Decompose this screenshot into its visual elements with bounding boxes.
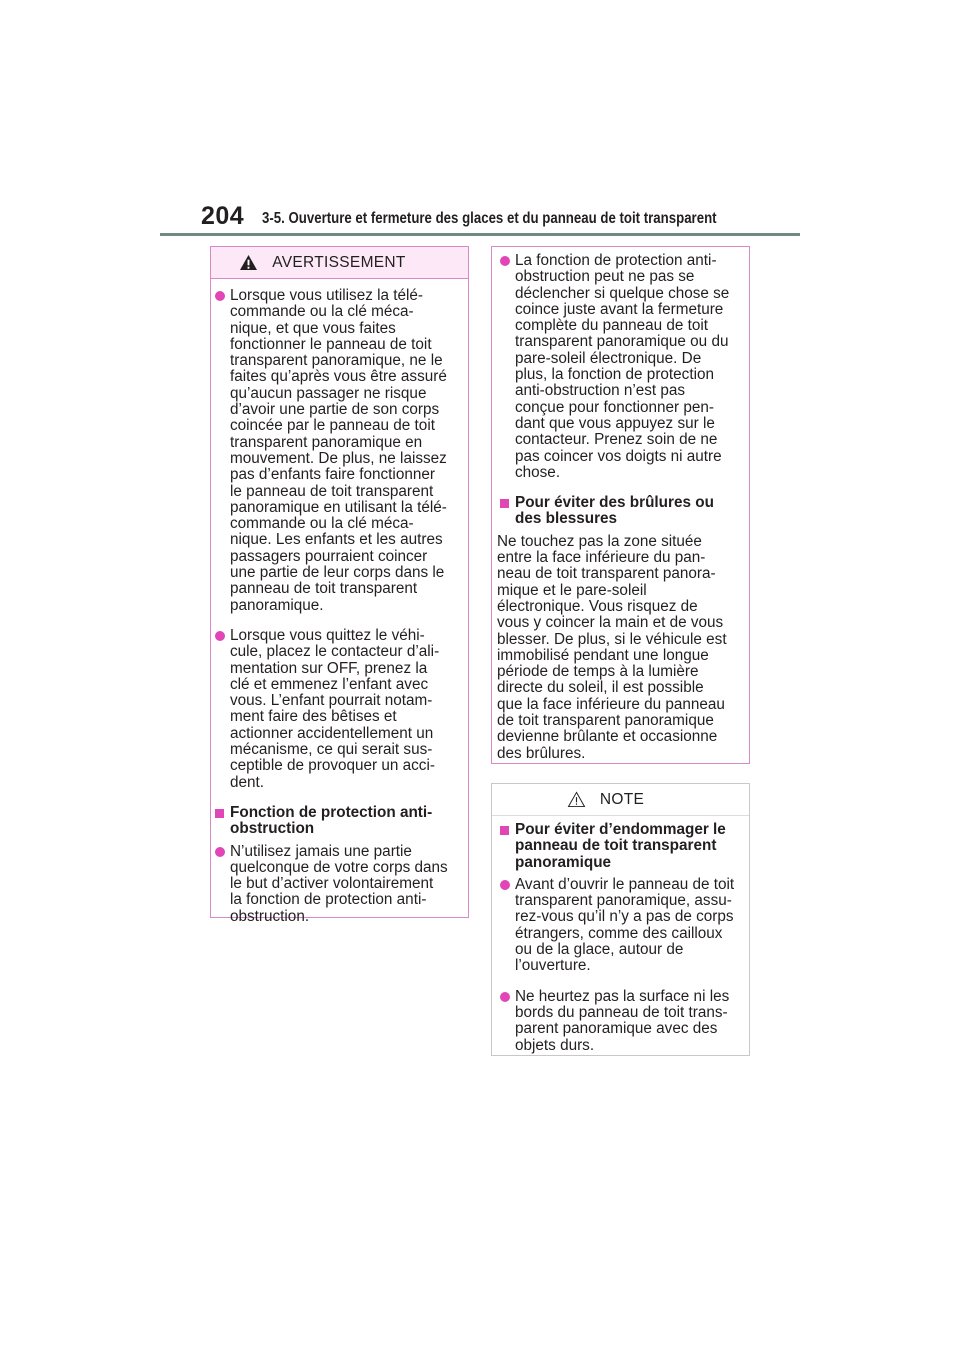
bullet-icon [215, 291, 225, 301]
note-item-1: Avant d’ouvrir le panneau de toit transparent panoramique, assu- rez-vous qu’il n’y a pas de corps étrangers, comme des cailloux ou de la glace, autour de l’ouverture. [497, 877, 743, 975]
note-title: NOTE [599, 790, 645, 808]
square-bullet-icon [500, 499, 509, 508]
square-bullet-icon [215, 809, 224, 818]
note-item-2: Ne heurtez pas la surface ni les bords du panneau de toit trans- parent panoramique avec des objets durs. [497, 989, 743, 1054]
caution-outline-icon [567, 791, 586, 808]
bullet-icon [215, 847, 225, 857]
warning-box [210, 246, 469, 925]
warning-header [211, 247, 468, 279]
header-rule [160, 233, 800, 236]
warning-sub-item-1: N’utilisez jamais une partie quelconque de votre corps dans le but d’activer volontairement la fonction de protection anti- obstruction. [212, 844, 460, 925]
warning-item-2: Lorsque vous quittez le véhi- cule, placez le contacteur d’ali- mentation sur OFF, prenez la clé et emmenez l’enfant avec vous. L’enfant pourrait notam- ment faire des bêtises et actionner accidentellement un mécanisme, ce qui serait sus- ceptible de provoquer un acci- dent. [212, 628, 460, 791]
page-number: 204 [201, 202, 245, 230]
bullet-icon [500, 256, 510, 266]
warning-continued-box [491, 246, 750, 764]
square-bullet-icon [500, 826, 509, 835]
warning-triangle-icon [239, 254, 258, 271]
warning-item-1: Lorsque vous utilisez la télé- commande ou la clé méca- nique, et que vous faites fonctionner le panneau de toit transparent panoramique, ne le faites qu’après vous être assuré qu’aucun passager ne risque d’avoir une partie de son corps coincée par le panneau de toit transparent panoramique en mouvement. De plus, ne laissez pas d’enfants faire fonctionner le panneau de toit transparent panoramique en utilisant la télé- commande ou la clé méca- nique. Les enfants et les autres passagers pourraient coincer une partie de leur corps dans le panneau de toit transparent panoramique. [212, 288, 460, 614]
bullet-icon [500, 992, 510, 1002]
note-header [492, 784, 749, 816]
warning-cont-paragraph: Ne touchez pas la zone située entre la face inférieure du pan- neau de toit transparent panora- mique et le pare-soleil électronique. Vous risquez de vous y coincer la main et de vous blesser. De plus, si le véhicule est immobilisé pendant une longue période de temps à la lumière directe du soleil, il est possible que la face inférieure du panneau de toit transparent panoramique devienne brûlante et occasionne des brûlures. [497, 532, 727, 762]
section-title: 3-5. Ouverture et fermeture des glaces et du panneau de toit transparent [262, 210, 717, 227]
bullet-icon [500, 880, 510, 890]
bullet-icon [215, 631, 225, 641]
warning-title: AVERTISSEMENT [272, 253, 406, 271]
note-box [491, 783, 750, 1056]
warning-cont-item-1: La fonction de protection anti- obstruction peut ne pas se déclencher si quelque chose se coince juste avant la fermeture complète du panneau de toit transparent panoramique ou du pare-soleil électronique. De plus, la fonction de protection anti-obstruction n’est pas conçue pour fonctionner pen- dant que vous appuyez sur le contacteur. Prenez soin de ne pas coincer vos doigts ni autre chose. [497, 253, 743, 481]
warning-subhead: Fonction de protection anti- obstruction [212, 805, 460, 838]
warning-cont-subhead: Pour éviter des brûlures ou des blessures [497, 495, 743, 528]
note-subhead: Pour éviter d’endommager le panneau de toit transparent panoramique [497, 822, 743, 871]
